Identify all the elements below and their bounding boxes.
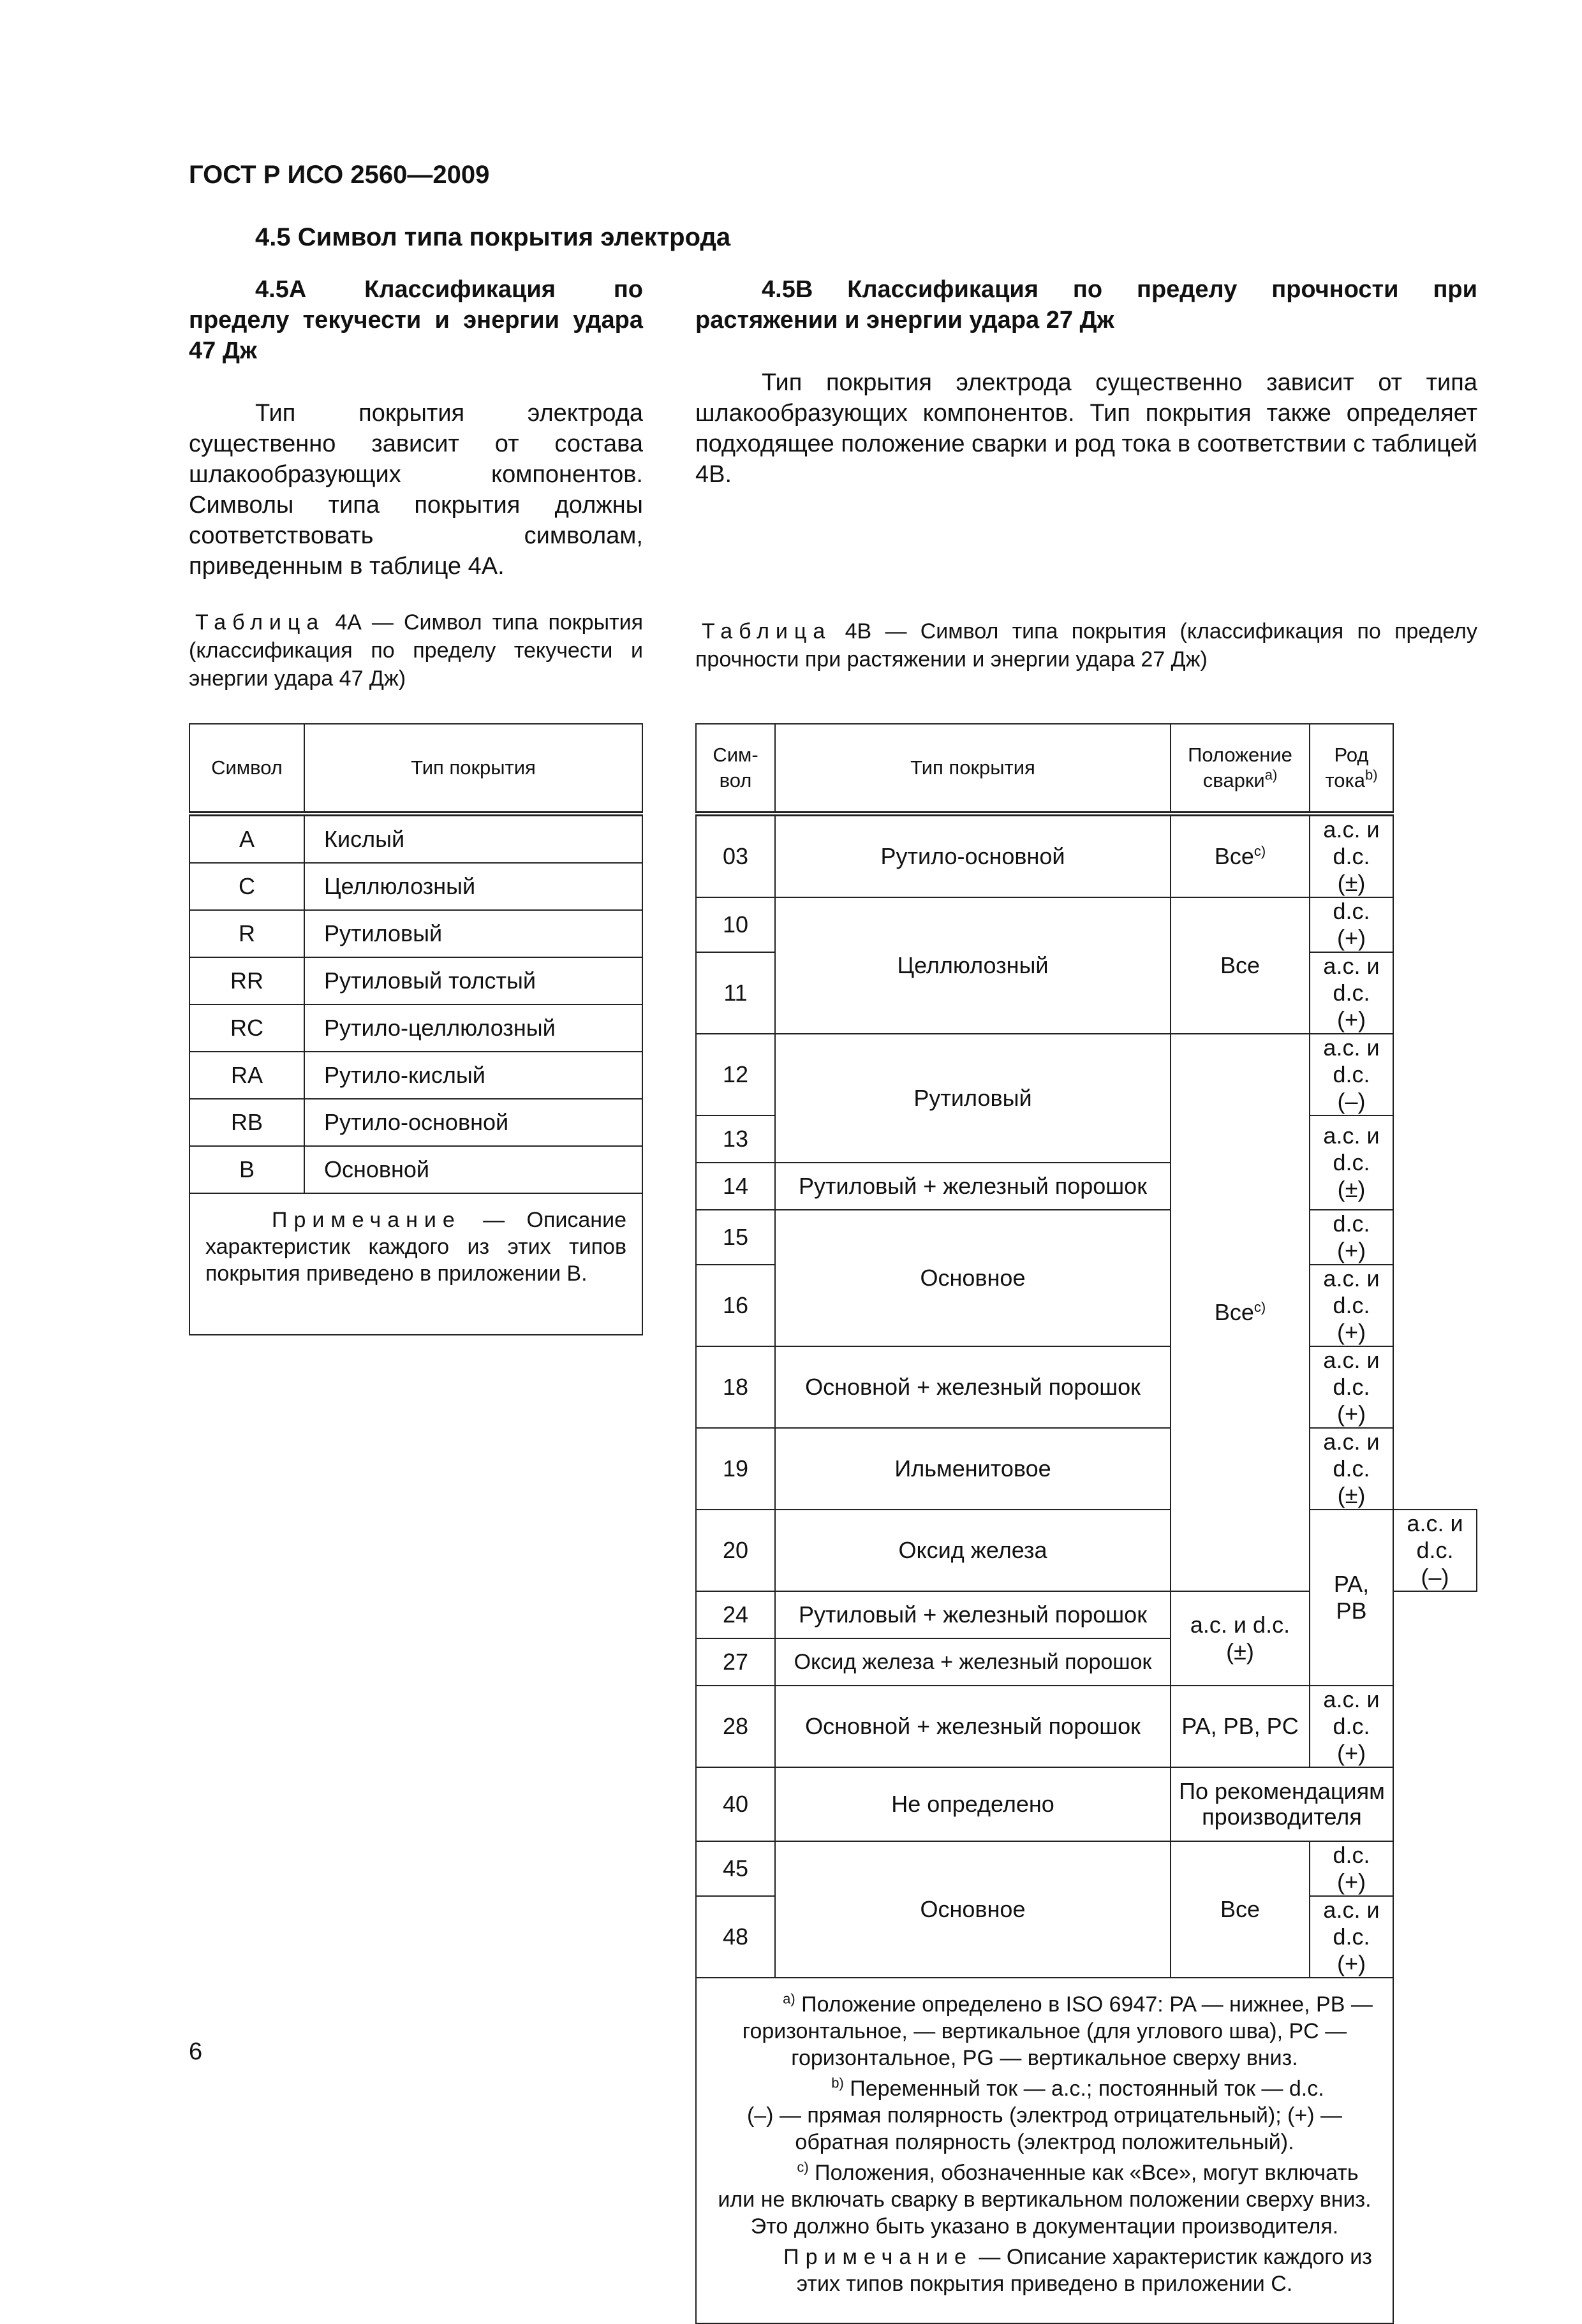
current-cell: a.c. и d.c. (±): [1310, 1428, 1393, 1510]
position-header-text: Положение сварки: [1188, 744, 1292, 791]
type-cell: Оксид железа: [775, 1510, 1171, 1591]
table-row: [696, 1346, 1477, 1428]
table-note-row: [189, 1193, 642, 1335]
type-cell: Рутило-целлюлозный: [304, 1004, 642, 1052]
current-cell: a.c. и d.c. (–): [1310, 1034, 1393, 1115]
table-4b-note: [712, 2244, 1377, 2297]
type-cell: Рутило-основной: [775, 814, 1171, 897]
type-cell: Кислый: [304, 814, 642, 863]
col-header-symbol: Сим-вол: [696, 724, 775, 814]
section-title: 4.5 Символ типа покрытия электрода: [255, 223, 731, 251]
type-cell: Основной: [304, 1146, 642, 1193]
current-cell: a.c. и d.c. (+): [1310, 1896, 1393, 1978]
table-row: [696, 1210, 1477, 1265]
position-cell: PA, PB, PC: [1171, 1686, 1310, 1767]
table-4a: [189, 723, 643, 1335]
footnote-a: [712, 1991, 1377, 2071]
symbol-cell: 20: [696, 1510, 775, 1591]
note-text: — Описание характеристик каждого из этих типов покрытия приведено в приложении В.: [205, 1208, 626, 1286]
note-text: — Описание характеристик каждого из этих типов покрытия приведено в приложении С.: [796, 2245, 1372, 2296]
caption-text: 4А — Символ типа покрытия (классификация по пределу текучести и энергии удара 47 Дж): [189, 610, 643, 691]
current-cell: a.c. и d.c. (±): [1171, 1591, 1310, 1686]
type-cell: Рутило-кислый: [304, 1052, 642, 1099]
footnote-text: Переменный ток — a.c.; постоянный ток — d.c.: [843, 2077, 1324, 2101]
document-id: ГОСТ Р ИСО 2560—2009: [189, 161, 490, 189]
table-row: [189, 1099, 642, 1146]
symbol-cell: 10: [696, 897, 775, 952]
footnote-text: Положения, обозначенные как «Все», могут включать или не включать сварку в вертикальном положении сверху вниз. Это должно быть указано в документации производителя.: [718, 2161, 1371, 2239]
symbol-cell: 15: [696, 1210, 775, 1265]
position-cell: PA, PB: [1310, 1510, 1393, 1686]
caption-label: Таблица: [702, 619, 832, 644]
subsection-4-5a-title: 4.5А Классификация по пределу текучести и энергии удара 47 Дж: [189, 276, 643, 364]
symbol-cell: 48: [696, 1896, 775, 1978]
caption-text: 4В — Символ типа покрытия (классификация по пределу прочности при растяжении и энергии удара 27 Дж): [695, 619, 1478, 672]
table-4b: [695, 723, 1477, 2324]
table-row: [696, 897, 1477, 952]
current-cell: a.c. и d.c. (±): [1310, 814, 1393, 897]
table-row: [189, 1004, 642, 1052]
table-header-row: [189, 724, 642, 814]
current-cell: a.c. и d.c. (+): [1310, 952, 1393, 1034]
footnote-mark: a): [1264, 767, 1278, 783]
footnote-mark: a): [783, 1990, 795, 2007]
subsection-4-5a-paragraph: Тип покрытия электрода существенно зависит от состава шлакообразующих компонентов. Символы типа покрытия должны соответствовать символам, приведенным в таблице 4А.: [189, 400, 643, 580]
type-cell: Рутиловый: [304, 910, 642, 957]
current-cell: d.c. (+): [1310, 1210, 1393, 1265]
type-cell: Ильменитовое: [775, 1428, 1171, 1510]
type-cell: Оксид железа + железный порошок: [775, 1638, 1171, 1686]
current-cell: a.c. и d.c. (+): [1310, 1686, 1393, 1767]
table-row: [696, 1510, 1477, 1591]
symbol-cell: 40: [696, 1767, 775, 1841]
footnote-c: [712, 2159, 1377, 2240]
note-label: Примечание: [783, 2245, 973, 2269]
footnote-text: Положение определено в ISO 6947: PA — нижнее, PB — горизонтальное, — вертикальное (для углового шва), PC — горизонтальное, PG — вертикальное сверху вниз.: [742, 1992, 1373, 2070]
type-cell: Рутиловый + железный порошок: [775, 1591, 1171, 1638]
column-b: [695, 274, 1478, 672]
position-current-cell: По рекомендациям производителя: [1171, 1767, 1393, 1841]
current-cell: d.c. (+): [1310, 897, 1393, 952]
current-header-text: Род тока: [1325, 744, 1369, 791]
type-cell: Основной + железный порошок: [775, 1346, 1171, 1428]
table-row: [696, 1686, 1477, 1767]
type-cell: Рутиловый толстый: [304, 957, 642, 1004]
symbol-cell: 27: [696, 1638, 775, 1686]
type-cell: Основной + железный порошок: [775, 1686, 1171, 1767]
table-header-row: [696, 724, 1477, 814]
current-cell: a.c. и d.c. (+): [1310, 1265, 1393, 1346]
table-4b-footnotes: [696, 1978, 1393, 2323]
symbol-cell: 45: [696, 1841, 775, 1896]
symbol-cell: RR: [189, 957, 304, 1004]
symbol-cell: RC: [189, 1004, 304, 1052]
position-cell: [1171, 814, 1310, 897]
col-header-type: Тип покрытия: [304, 724, 642, 814]
symbol-cell: 14: [696, 1163, 775, 1210]
symbol-cell: A: [189, 814, 304, 863]
table-row: [189, 957, 642, 1004]
position-text: Все: [1214, 843, 1254, 869]
col-header-position: [1171, 724, 1310, 814]
type-cell: Рутиловый + железный порошок: [775, 1163, 1171, 1210]
symbol-cell: R: [189, 910, 304, 957]
column-a: [189, 274, 643, 693]
table-row: [189, 863, 642, 910]
current-cell: a.c. и d.c. (–): [1393, 1510, 1477, 1591]
type-cell: Целлюлозный: [775, 897, 1171, 1034]
symbol-cell: 19: [696, 1428, 775, 1510]
symbol-cell: 24: [696, 1591, 775, 1638]
position-cell: [1171, 1034, 1310, 1591]
type-cell: Целлюлозный: [304, 863, 642, 910]
type-cell: Не определено: [775, 1767, 1171, 1841]
symbol-cell: 28: [696, 1686, 775, 1767]
table-row: [696, 814, 1477, 897]
subsection-4-5b-paragraph: Тип покрытия электрода существенно зависит от типа шлакообразующих компонентов. Тип покрытия также определяет подходящее положение сварки и род тока в соответствии с таблицей 4В.: [695, 369, 1477, 488]
footnote-mark: b): [831, 2075, 844, 2091]
table-4b-caption: [695, 617, 1477, 673]
subsection-4-5b-title: 4.5В Классификация по пределу прочности при растяжении и энергии удара 27 Дж: [695, 276, 1477, 334]
col-header-symbol: Символ: [189, 724, 304, 814]
type-cell: Основное: [775, 1841, 1171, 1978]
table-row: [696, 1767, 1477, 1841]
symbol-cell: C: [189, 863, 304, 910]
position-text: Все: [1214, 1299, 1254, 1325]
type-cell: Основное: [775, 1210, 1171, 1346]
symbol-cell: RA: [189, 1052, 304, 1099]
footnote-mark: c): [1253, 843, 1266, 859]
type-cell: Рутиловый: [775, 1034, 1171, 1163]
note-label: Примечание: [272, 1208, 461, 1232]
symbol-cell: 16: [696, 1265, 775, 1346]
position-cell: Все: [1171, 1841, 1310, 1978]
symbol-cell: 13: [696, 1115, 775, 1163]
footnote-b: [712, 2075, 1377, 2102]
table-row: [189, 814, 642, 863]
current-cell: d.c. (+): [1310, 1841, 1393, 1896]
symbol-cell: 03: [696, 814, 775, 897]
page-number: 6: [189, 2038, 203, 2065]
table-row: [696, 1428, 1477, 1510]
footnote-b-continued: (–) — прямая полярность (электрод отрицательный); (+) — обратная полярность (электрод положительный).: [746, 2103, 1343, 2154]
symbol-cell: RB: [189, 1099, 304, 1146]
symbol-cell: 12: [696, 1034, 775, 1115]
table-row: [189, 910, 642, 957]
table-row: [696, 1841, 1477, 1896]
current-cell: a.c. и d.c. (±): [1310, 1115, 1393, 1210]
col-header-current: [1310, 724, 1393, 814]
table-row: [189, 1146, 642, 1193]
type-cell: Рутило-основной: [304, 1099, 642, 1146]
symbol-cell: B: [189, 1146, 304, 1193]
symbol-cell: 18: [696, 1346, 775, 1428]
table-4a-caption: [189, 608, 643, 693]
table-footnotes-row: [696, 1978, 1477, 2323]
col-header-type: Тип покрытия: [775, 724, 1171, 814]
table-row: [696, 1034, 1477, 1115]
table-row: [189, 1052, 642, 1099]
symbol-cell: 11: [696, 952, 775, 1034]
footnote-mark: c): [1253, 1299, 1266, 1315]
current-cell: a.c. и d.c. (+): [1310, 1346, 1393, 1428]
position-cell: Все: [1171, 897, 1310, 1034]
footnote-mark: b): [1365, 767, 1378, 783]
footnote-mark: c): [797, 2159, 809, 2175]
table-4a-note: [189, 1193, 642, 1335]
caption-label: Таблица: [195, 610, 325, 635]
